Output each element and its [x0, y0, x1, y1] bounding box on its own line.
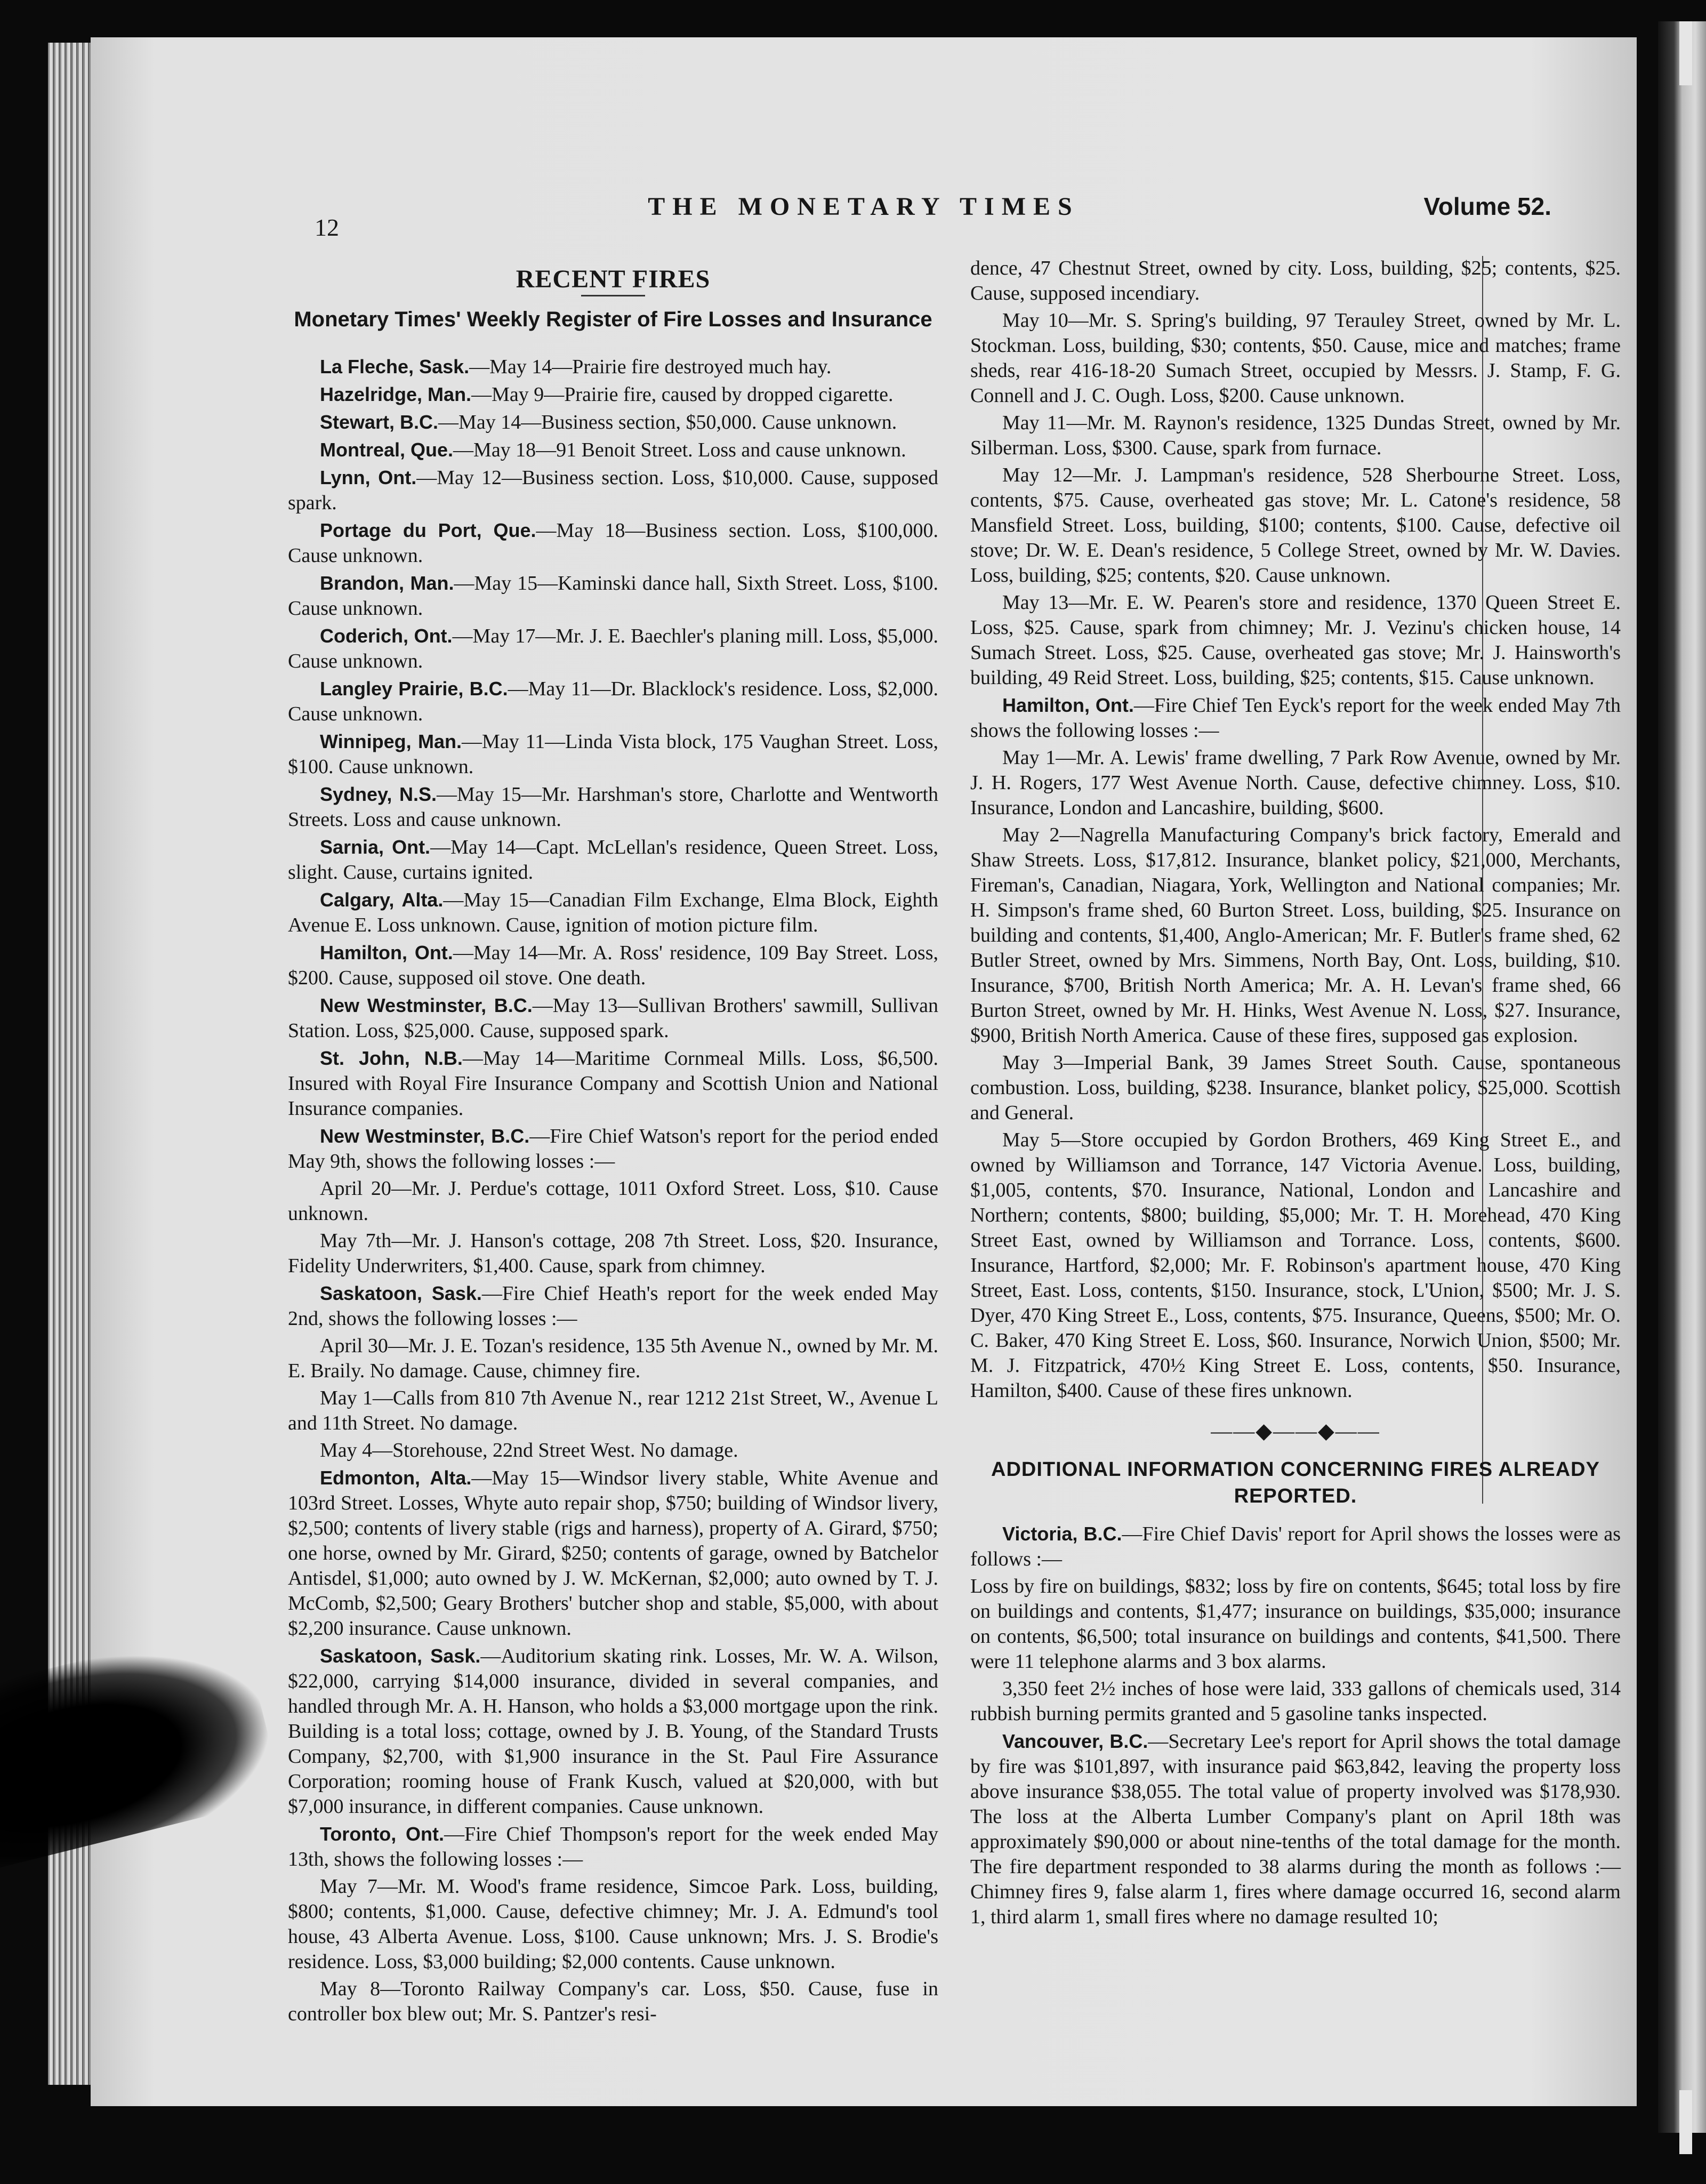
binding-mark: [1679, 21, 1692, 85]
place-name: Brandon, Man.: [320, 572, 454, 594]
fire-entry: [288, 465, 938, 516]
entry-text: —May 14—Mr. A. Ross' residence, 109 Bay Street. Loss, $200. Cause, supposed oil stove. One death.: [288, 942, 938, 989]
place-name: Vancouver, B.C.: [1002, 1730, 1148, 1752]
place-name: Saskatoon, Sask.: [320, 1645, 481, 1667]
fire-entry: [288, 887, 938, 938]
fire-entry: [288, 623, 938, 674]
report-paragraph: April 30—Mr. J. E. Tozan's residence, 135 5th Avenue N., owned by Mr. M. E. Braily. No damage. Cause, chimney fire.: [288, 1335, 938, 1382]
fire-entries-list: [288, 354, 938, 1174]
place-name: Sydney, N.S.: [320, 783, 437, 805]
title-rule: [581, 295, 645, 296]
report-paragraph: May 11—Mr. M. Raynon's residence, 1325 Dundas Street, owned by Mr. Silberman. Loss, $300. Cause, spark from furnace.: [970, 412, 1621, 459]
place-name: La Fleche, Sask.: [320, 356, 470, 378]
fire-entry: [288, 571, 938, 621]
fire-entry: [288, 1046, 938, 1121]
place-name: Lynn, Ont.: [320, 467, 417, 488]
fire-entry: [288, 1281, 938, 1331]
fire-entry: [288, 1123, 938, 1174]
report-paragraph: May 12—Mr. J. Lampman's residence, 528 Sherbourne Street. Loss, contents, $75. Cause, overheated gas stove; Mr. L. Catone's residence, 58 Mansfield Street. Loss, building, $100; contents, $100. Cause, defective oil stove; Dr. W. E. Dean's residence, 5 College Street, owned by Mr. W. Davies. Loss, building, $25; contents, $20. Cause unknown.: [970, 464, 1621, 587]
place-name: St. John, N.B.: [320, 1047, 463, 1069]
entry-text: —May 15—Kaminski dance hall, Sixth Street. Loss, $100. Cause unknown.: [288, 572, 938, 620]
fire-entry: [288, 382, 938, 407]
entry-text: —May 14—Maritime Cornmeal Mills. Loss, $6,500. Insured with Royal Fire Insurance Company and Scottish Union and National Insurance companies.: [288, 1047, 938, 1120]
place-name: Coderich, Ont.: [320, 625, 453, 647]
place-name: Saskatoon, Sask.: [320, 1282, 482, 1304]
fire-entry: [288, 354, 938, 380]
page-number: 12: [315, 214, 339, 241]
fire-entry: [288, 1465, 938, 1641]
place-name: Montreal, Que.: [320, 439, 454, 461]
place-name: Hamilton, Ont.: [320, 942, 453, 963]
entry-text: —May 14—Capt. McLellan's residence, Queen Street. Loss, slight. Cause, curtains ignited.: [288, 836, 938, 884]
entry-text: —May 15—Canadian Film Exchange, Elma Block, Eighth Avenue E. Loss unknown. Cause, ignition of motion picture film.: [288, 889, 938, 936]
binding-mark: [1679, 2090, 1692, 2154]
report-paragraph: May 1—Mr. A. Lewis' frame dwelling, 7 Park Row Avenue, owned by Mr. J. H. Rogers, 177 West Avenue North. Cause, defective chimney. Loss, $10. Insurance, London and Lancashire, building, $600.: [970, 746, 1621, 819]
section-ornament: ——◆——◆——: [1211, 1419, 1380, 1443]
place-name: Sarnia, Ont.: [320, 836, 431, 858]
fire-entry: [970, 693, 1621, 743]
entry-text: —May 15—Mr. Harshman's store, Charlotte and Wentworth Streets. Loss and cause unknown.: [288, 783, 938, 831]
entry-text: —May 15—Windsor livery stable, White Avenue and 103rd Street. Losses, Whyte auto repair shop, $750; building of Windsor livery, $2,500; contents of livery stable (rigs and harness), property of A. Girard, $750; one horse, owned by Mr. Girard, $250; contents of garage, owned by Batchelor Antisdel, $1,000; auto owned by J. W. McKernan, $2,000; auto owned by T. J. McComb, $2,500; Geary Brothers' butcher shop and stable, $5,000, with about $2,200 insurance. Cause unknown.: [288, 1467, 939, 1640]
entry-text: —May 14—Business section, $50,000. Cause unknown.: [438, 411, 897, 433]
place-name: Edmonton, Alta.: [320, 1467, 472, 1489]
fire-entry: [288, 437, 938, 463]
report-paragraph: May 2—Nagrella Manufacturing Company's brick factory, Emerald and Shaw Streets. Loss, $17,812. Insurance, blanket policy, $21,000, Merchants, Fireman's, Canadian, Niagara, York, Wellington and National companies; Mr. H. Simpson's frame shed, 60 Burton Street. Loss, building, $25. Insurance on building and contents, $1,400, Anglo-American; Mr. F. Butler's frame shed, 62 Butler Street, owned by Mrs. Simmens, North Bay, Ont. Loss, building, $10. Insurance, $700, British North America; Mr. A. H. Levan's frame shed, 66 Burton Street, owned by Mr. H. Hinks, West Avenue N. Loss, $27. Insurance, $900, British North America. Cause of these fires, supposed gas explosion.: [970, 824, 1621, 1047]
nw-report-list: [288, 1176, 938, 1279]
continued-text: dence, 47 Chestnut Street, owned by city. Loss, building, $25; contents, $25. Cause, supposed incendiary.: [970, 257, 1621, 304]
entry-text: —Auditorium skating rink. Losses, Mr. W. A. Wilson, $22,000, carrying $14,000 insurance, divided in several companies, and handled through Mr. A. H. Hanson, who holds a $3,000 mortgage upon the rink. Building is a total loss; cottage, owned by J. B. Young, of the Standard Trusts Company, $2,700, with $1,900 insurance in the St. Paul Fire Assurance Corporation; rooming house of Frank Kusch, valued at $20,000, with but $7,000 insurance, in different companies. Cause unknown.: [288, 1645, 939, 1818]
place-name: Hazelridge, Man.: [320, 383, 472, 405]
entry-text: —Fire Chief Ten Eyck's report for the week ended May 7th shows the following losses :—: [970, 694, 1621, 742]
entry-text: —Fire Chief Thompson's report for the week ended May 13th, shows the following losses :—: [288, 1823, 939, 1870]
fire-entry: [288, 518, 938, 568]
report-paragraph: May 5—Store occupied by Gordon Brothers, 469 King Street E., and owned by Williamson and Torrance, 147 Victoria Avenue. Loss, building, $1,005, contents, $70. Insurance, National, London and Lancashire and Northern; contents, $800; building, $5,000; Mr. T. H. Morehead, 470 King Street East, owned by Williamson and Torrance. Loss, contents, $600. Insurance, Hartford, $2,000; Mr. F. Robinson's apartment house, 470 King Street, East. Loss, contents, $150. Insurance, stock, L'Union, $500; Mr. J. S. Dyer, 470 King Street E., Loss, contents, $75. Insurance, Queens, $500; Mr. O. C. Baker, 470 King Street E. Loss, $60. Insurance, Norwich Union, $500; Mr. M. J. Fitzpatrick, 470½ King Street E. Loss, contents, $50. Insurance, Hamilton, $400. Cause of these fires unknown.: [970, 1129, 1621, 1402]
book-gutter: [1658, 21, 1706, 2133]
entry-text: —Fire Chief Watson's report for the period ended May 9th, shows the following losses :—: [288, 1125, 938, 1173]
entry-text: —May 12—Business section. Loss, $10,000. Cause, supposed spark.: [288, 467, 938, 514]
toronto-report-list: [288, 1874, 938, 2027]
saskatoon-report-list: [288, 1334, 938, 1463]
report-paragraph: May 13—Mr. E. W. Pearen's store and residence, 1370 Queen Street E. Loss, $25. Cause, spark from chimney; Mr. J. Vezinu's chicken house, 14 Sumach Street. Loss, $25. Cause, overheated gas stove; Mr. J. Hainsworth's building, 49 Reid Street. Loss, building, $25; contents, $15. Cause unknown.: [970, 591, 1621, 689]
entry-text: —May 13—Sullivan Brothers' sawmill, Sullivan Station. Loss, $25,000. Cause, supposed spark.: [288, 994, 938, 1042]
left-column: [288, 256, 938, 2029]
report-paragraph: May 10—Mr. S. Spring's building, 97 Terauley Street, owned by Mr. L. Stockman. Loss, building, $30; contents, $50. Cause, mice and matches; frame sheds, rear 416-18-20 Sumach Street, occupied by Messrs. J. Stamp, F. G. Connell and J. C. Ough. Loss, $200. Cause unknown.: [970, 309, 1621, 407]
volume-label: Volume 52.: [1423, 192, 1551, 220]
entry-text: —Fire Chief Davis' report for April shows the losses were as follows :—: [970, 1523, 1621, 1570]
newspaper-page: [91, 37, 1637, 2106]
fire-entry: [288, 1821, 938, 1872]
report-paragraph: May 7—Mr. M. Wood's frame residence, Simcoe Park. Loss, building, $800; contents, $1,000. Cause, defective chimney; Mr. J. A. Edmund's tool house, 43 Alberta Avenue. Loss, $100. Cause unknown; Mrs. J. S. Brodie's residence. Loss, $3,000 building; $2,000 contents. Cause unknown.: [288, 1875, 938, 1973]
journal-title: THE MONETARY TIMES: [648, 192, 1080, 221]
place-name: Langley Prairie, B.C.: [320, 678, 508, 700]
place-name: Portage du Port, Que.: [320, 519, 536, 541]
entry-text: —Fire Chief Heath's report for the week ended May 2nd, shows the following losses :—: [288, 1282, 939, 1330]
report-paragraph: May 1—Calls from 810 7th Avenue N., rear 1212 21st Street, W., Avenue L and 11th Street. No damage.: [288, 1387, 938, 1434]
place-name: Victoria, B.C.: [1002, 1523, 1122, 1545]
fire-entry: [288, 782, 938, 832]
fire-entry: [288, 410, 938, 435]
entry-text: —Secretary Lee's report for April shows the total damage by fire was $101,897, with insurance paid $63,842, leaving the property loss above insurance $38,055. The total value of property involved was $178,930. The loss at the Alberta Lumber Company's plant on April 18th was approximately $90,000 or about nine-tenths of the total damage for the month. The fire department responded to 38 alarms during the month as follows :—Chimney fires 9, false alarm 1, fires where damage occurred 16, second alarm 1, third alarm 1, small fires where no damage resulted 10;: [970, 1730, 1621, 1928]
section-title: RECENT FIRES: [516, 265, 711, 293]
place-name: New Westminster, B.C.: [320, 994, 533, 1016]
victoria-losses: Loss by fire on buildings, $832; loss by fire on contents, $645; total loss by fire on buildings and contents, $1,477; insurance on buildings, $35,000; insurance on contents, $6,500; total insurance on buildings and contents, $41,500. There were 11 telephone alarms and 3 box alarms.: [970, 1575, 1621, 1673]
entry-text: —May 14—Prairie fire destroyed much hay.: [469, 356, 832, 378]
victoria-details: 3,350 feet 2½ inches of hose were laid, 333 gallons of chemicals used, 314 rubbish burning permits granted and 5 gasoline tanks inspected.: [970, 1677, 1621, 1725]
additional-info-title: ADDITIONAL INFORMATION CONCERNING FIRES ALREADY REPORTED.: [991, 1458, 1600, 1507]
report-paragraph: May 7th—Mr. J. Hanson's cottage, 208 7th Street. Loss, $20. Insurance, Fidelity Underwriters, $1,400. Cause, spark from chimney.: [288, 1230, 938, 1277]
fire-entry: [288, 834, 938, 885]
report-paragraph: May 3—Imperial Bank, 39 James Street South. Cause, spontaneous combustion. Loss, building, $238. Insurance, blanket policy, $25,000. Scottish and General.: [970, 1051, 1621, 1124]
fire-entry: [288, 993, 938, 1043]
fire-entry: [288, 1643, 938, 1819]
place-name: Stewart, B.C.: [320, 411, 439, 433]
report-paragraph: May 4—Storehouse, 22nd Street West. No damage.: [320, 1439, 738, 1462]
place-name: New Westminster, B.C.: [320, 1125, 530, 1147]
place-name: Calgary, Alta.: [320, 889, 444, 911]
place-name: Toronto, Ont.: [320, 1823, 444, 1845]
section-subtitle: Monetary Times' Weekly Register of Fire Losses and Insurance: [294, 308, 932, 331]
toronto-report-list-continued: [970, 308, 1621, 690]
fire-entry: [970, 1729, 1621, 1930]
place-name: Hamilton, Ont.: [1002, 694, 1134, 716]
hamilton-report-list: [970, 745, 1621, 1403]
place-name: Winnipeg, Man.: [320, 730, 462, 752]
fire-entry: [970, 1521, 1621, 1572]
entry-text: —May 11—Dr. Blacklock's residence. Loss, $2,000. Cause unknown.: [288, 678, 938, 725]
report-paragraph: May 8—Toronto Railway Company's car. Loss, $50. Cause, fuse in controller box blew out; Mr. S. Pantzer's resi-: [288, 1978, 938, 2025]
entry-text: —May 17—Mr. J. E. Baechler's planing mill. Loss, $5,000. Cause unknown.: [288, 625, 938, 672]
fire-entry: [288, 940, 938, 991]
entry-text: —May 18—91 Benoit Street. Loss and cause unknown.: [453, 439, 906, 461]
fire-entry: [288, 729, 938, 780]
right-column: [970, 256, 1621, 1932]
fire-entry: [288, 676, 938, 727]
entry-text: —May 9—Prairie fire, caused by dropped cigarette.: [471, 383, 894, 406]
report-paragraph: April 20—Mr. J. Perdue's cottage, 1011 Oxford Street. Loss, $10. Cause unknown.: [288, 1177, 938, 1225]
entry-text: —May 11—Linda Vista block, 175 Vaughan Street. Loss, $100. Cause unknown.: [288, 730, 939, 778]
entry-text: —May 18—Business section. Loss, $100,000. Cause unknown.: [288, 519, 938, 567]
